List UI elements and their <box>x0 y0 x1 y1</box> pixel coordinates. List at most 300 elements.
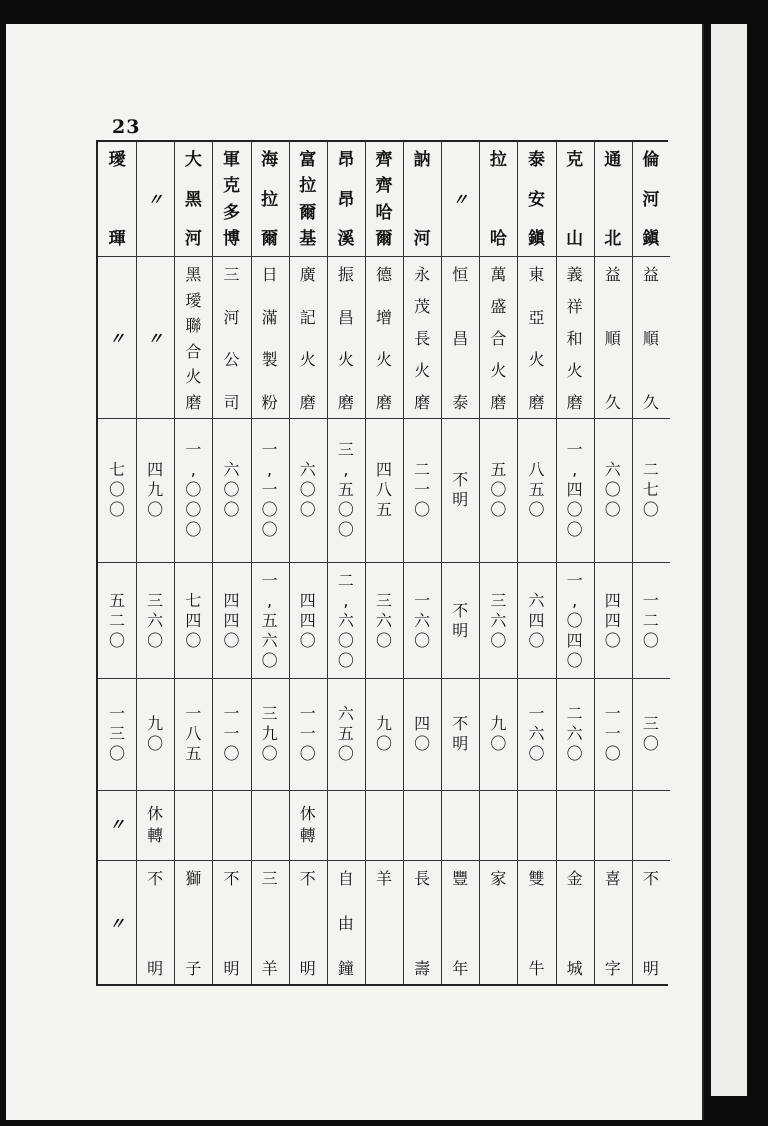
cell-char: 久 <box>604 393 621 412</box>
cell-char: 〇 <box>299 744 316 763</box>
page-number: 23 <box>112 116 141 138</box>
cell-char: 盛 <box>490 297 507 316</box>
cell-char: 一 <box>642 591 659 610</box>
cell-char: 益 <box>642 265 659 284</box>
cell-char: 振 <box>337 265 354 284</box>
cell-char: 河 <box>642 189 660 210</box>
cell-char: 〇 <box>414 734 431 753</box>
cell-char: 七 <box>642 480 659 499</box>
cell-char: 一 <box>109 704 126 723</box>
table-cell-c <box>480 428 516 552</box>
table-cell-d <box>252 570 288 672</box>
cell-char: 轉 <box>147 826 164 845</box>
cell-char: 一 <box>299 704 316 723</box>
table-cell-e <box>404 686 440 782</box>
table-cell-g <box>137 868 173 980</box>
table-cell-f <box>137 796 173 854</box>
cell-char: 年 <box>452 959 469 978</box>
cell-char: 克 <box>222 176 240 197</box>
cell-char: 萬 <box>490 265 507 284</box>
cell-char: 〇 <box>299 480 316 499</box>
table-cell-b <box>175 264 211 414</box>
table-cell-d <box>557 570 593 672</box>
table-cell-b <box>595 264 631 414</box>
cell-char: 七 <box>109 460 126 479</box>
table-cell-e <box>595 686 631 782</box>
table-cell-b <box>99 264 135 414</box>
cell-char: 德 <box>375 265 392 284</box>
cell-char: 六 <box>147 611 164 630</box>
cell-char: 不 <box>452 470 469 489</box>
table-cell-d <box>290 570 326 672</box>
table-cell-d <box>213 570 249 672</box>
cell-char: 〇 <box>490 500 507 519</box>
cell-char: 休 <box>147 804 164 823</box>
table-cell-g <box>175 868 211 980</box>
cell-char: 和 <box>566 329 583 348</box>
cell-char: 順 <box>604 329 621 348</box>
table-cell-e <box>137 686 173 782</box>
cell-char: 鐘 <box>337 959 354 978</box>
cell-char: 六 <box>528 591 545 610</box>
table-cell-g <box>290 868 326 980</box>
cell-char: , <box>190 460 196 479</box>
cell-char: 五 <box>109 591 126 610</box>
cell-char: 二 <box>642 460 659 479</box>
cell-char: 牛 <box>528 959 545 978</box>
table-cell-e <box>99 686 135 782</box>
cell-char: 訥 <box>413 150 431 170</box>
cell-char: 壽 <box>414 959 431 978</box>
table-cell-g <box>518 868 554 980</box>
table-cell-d <box>442 570 478 672</box>
cell-char: 一 <box>185 704 202 723</box>
cell-char: 二 <box>642 611 659 630</box>
table-cell-f <box>99 796 135 854</box>
cell-char: 明 <box>223 959 240 978</box>
cell-char: 〇 <box>528 500 545 519</box>
cell-char: 克 <box>566 150 584 170</box>
table-cell-e <box>252 686 288 782</box>
cell-char: 一 <box>566 571 583 590</box>
table-cell-d <box>175 570 211 672</box>
cell-char: 茂 <box>414 297 431 316</box>
table-cell-a <box>328 148 364 252</box>
cell-char: 磨 <box>528 392 545 412</box>
cell-char: 五 <box>375 500 392 519</box>
cell-char: 通 <box>604 150 622 170</box>
table-cell-c <box>137 428 173 552</box>
table-cell-a <box>480 148 516 252</box>
cell-char: 〇 <box>528 744 545 763</box>
cell-char: 泰 <box>452 393 469 412</box>
cell-char: 轉 <box>299 826 316 845</box>
table-cell-g <box>480 868 516 980</box>
cell-char: 〇 <box>528 631 545 650</box>
cell-char: 拉 <box>489 150 507 170</box>
table-cell-e <box>518 686 554 782</box>
cell-char: 山 <box>566 229 584 249</box>
cell-char: 祥 <box>566 297 583 316</box>
table-cell-g <box>595 868 631 980</box>
cell-char: 昂 <box>337 150 355 170</box>
cell-char: 製 <box>261 350 278 370</box>
table-cell-c <box>328 428 364 552</box>
cell-char: 六 <box>604 460 621 479</box>
cell-char: 久 <box>642 393 659 412</box>
cell-char: 一 <box>528 704 545 723</box>
cell-char: 永 <box>414 265 431 284</box>
cell-char: 六 <box>414 611 431 630</box>
cell-char: 明 <box>642 959 659 978</box>
cell-char: 一 <box>223 704 240 723</box>
cell-char: 火 <box>528 350 545 370</box>
table-cell-f <box>290 796 326 854</box>
cell-char: 大 <box>184 150 202 170</box>
cell-char: 〇 <box>223 500 240 519</box>
cell-char: 四 <box>299 591 316 610</box>
table-cell-c <box>633 428 669 552</box>
cell-char: 〇 <box>337 631 354 650</box>
cell-char: 三 <box>490 591 507 610</box>
cell-char: 八 <box>528 460 545 479</box>
cell-char: 哈 <box>489 229 507 249</box>
cell-char: 四 <box>604 591 621 610</box>
cell-char: 黑 <box>184 189 202 210</box>
cell-char: 三 <box>147 591 164 610</box>
cell-char: 安 <box>528 189 546 210</box>
cell-char: 〇 <box>261 500 278 519</box>
cell-char: 磨 <box>337 392 354 412</box>
cell-char: 八 <box>375 480 392 499</box>
cell-char: 爾 <box>375 228 393 249</box>
cell-char: 一 <box>261 440 278 459</box>
table-cell-d <box>328 570 364 672</box>
cell-char: 火 <box>185 367 202 387</box>
cell-char: 六 <box>261 631 278 650</box>
cell-char: 〇 <box>642 500 659 519</box>
cell-char: 四 <box>147 460 164 479</box>
cell-char: 磨 <box>375 392 392 412</box>
cell-char: 爾 <box>261 229 279 249</box>
table-cell-c <box>99 428 135 552</box>
cell-char: 〃 <box>109 914 126 933</box>
cell-char: , <box>343 460 349 479</box>
table-cell-a <box>633 148 669 252</box>
cell-char: 亞 <box>528 307 545 327</box>
cell-char: 合 <box>185 341 202 361</box>
cell-char: 〇 <box>490 734 507 753</box>
cell-char: 明 <box>299 959 316 978</box>
cell-char: 一 <box>261 480 278 499</box>
cell-char: , <box>267 591 273 610</box>
cell-char: 一 <box>299 724 316 743</box>
cell-char: 聯 <box>185 316 202 336</box>
cell-char: 河 <box>184 229 202 249</box>
cell-char: 〇 <box>299 500 316 519</box>
cell-char: 四 <box>566 631 583 650</box>
cell-char: 〇 <box>604 744 621 763</box>
cell-char: 〇 <box>337 651 354 670</box>
cell-char: 不 <box>223 869 240 888</box>
cell-char: 〇 <box>375 734 392 753</box>
cell-char: 齊 <box>375 176 393 197</box>
table-cell-e <box>480 686 516 782</box>
cell-char: , <box>267 460 273 479</box>
cell-char: 三 <box>261 869 278 888</box>
cell-char: 璦 <box>108 150 126 170</box>
cell-char: 昂 <box>337 189 355 210</box>
cell-char: 四 <box>223 591 240 610</box>
cell-char: 七 <box>185 591 202 610</box>
cell-char: 子 <box>185 959 202 978</box>
cell-char: 不 <box>452 714 469 733</box>
cell-char: 磨 <box>299 392 316 412</box>
cell-char: 九 <box>375 714 392 733</box>
cell-char: 海 <box>261 150 279 170</box>
cell-char: 齊 <box>375 150 393 170</box>
cell-char: 〃 <box>109 815 126 834</box>
table-cell-e <box>175 686 211 782</box>
cell-char: 增 <box>375 307 392 327</box>
cell-char: , <box>572 460 578 479</box>
cell-char: 六 <box>490 611 507 630</box>
table-cell-g <box>404 868 440 980</box>
cell-char: 一 <box>414 591 431 610</box>
cell-char: 琿 <box>108 229 126 249</box>
cell-char: 軍 <box>222 150 240 170</box>
cell-char: 滿 <box>261 307 278 327</box>
cell-char: 〇 <box>223 480 240 499</box>
cell-char: 昌 <box>452 329 469 348</box>
table-cell-d <box>480 570 516 672</box>
cell-char: 璦 <box>185 290 202 310</box>
table-cell-b <box>328 264 364 414</box>
table-cell-c <box>175 428 211 552</box>
cell-char: 由 <box>337 914 354 933</box>
cell-char: 二 <box>109 611 126 630</box>
cell-char: 廣 <box>299 265 316 284</box>
table-cell-g <box>557 868 593 980</box>
cell-char: 〇 <box>414 631 431 650</box>
cell-char: 五 <box>185 744 202 763</box>
cell-char: 〇 <box>566 500 583 519</box>
cell-char: 長 <box>414 869 431 888</box>
cell-char: 八 <box>185 724 202 743</box>
cell-char: 三 <box>261 704 278 723</box>
table-cell-c <box>518 428 554 552</box>
cell-char: 〇 <box>375 631 392 650</box>
cell-char: 不 <box>147 869 164 888</box>
cell-char: 火 <box>414 361 431 380</box>
cell-char: 六 <box>337 704 354 723</box>
table-cell-e <box>328 686 364 782</box>
table-cell-c <box>442 428 478 552</box>
table-cell-g <box>328 868 364 980</box>
cell-char: 六 <box>566 724 583 743</box>
cell-char: 黑 <box>185 265 202 284</box>
cell-char: 〇 <box>566 611 583 630</box>
table-cell-e <box>366 686 402 782</box>
cell-char: 長 <box>414 329 431 348</box>
table-cell-b <box>480 264 516 414</box>
table-cell-a <box>99 148 135 252</box>
cell-char: 一 <box>566 440 583 459</box>
mill-table <box>96 140 668 986</box>
cell-char: 〇 <box>604 480 621 499</box>
cell-char: 一 <box>414 480 431 499</box>
table-cell-g <box>252 868 288 980</box>
cell-char: 鎭 <box>642 229 660 249</box>
table-cell-g <box>99 868 135 980</box>
cell-char: 休 <box>299 804 316 823</box>
cell-char: 九 <box>147 714 164 733</box>
cell-char: 六 <box>299 460 316 479</box>
cell-char: 不 <box>299 869 316 888</box>
cell-char: 公 <box>223 350 240 370</box>
table-cell-b <box>252 264 288 414</box>
table-cell-b <box>213 264 249 414</box>
cell-char: 〇 <box>185 500 202 519</box>
table-cell-g <box>213 868 249 980</box>
cell-char: 合 <box>490 329 507 348</box>
cell-char: 磨 <box>414 393 431 412</box>
cell-char: 〇 <box>299 631 316 650</box>
cell-char: 五 <box>528 480 545 499</box>
cell-char: 〇 <box>261 520 278 539</box>
cell-char: 不 <box>452 601 469 620</box>
cell-char: 一 <box>261 571 278 590</box>
cell-char: 〇 <box>185 631 202 650</box>
cell-char: 〇 <box>147 500 164 519</box>
cell-char: 〇 <box>185 520 202 539</box>
table-cell-a <box>366 148 402 252</box>
table-cell-a <box>137 148 173 252</box>
table-cell-b <box>137 264 173 414</box>
table-cell-a <box>442 148 478 252</box>
cell-char: 恒 <box>452 265 469 284</box>
cell-char: 火 <box>566 361 583 380</box>
cell-char: 〇 <box>147 734 164 753</box>
cell-char: 四 <box>375 460 392 479</box>
cell-char: 益 <box>604 265 621 284</box>
table-cell-d <box>595 570 631 672</box>
cell-char: 明 <box>147 959 164 978</box>
table-cell-e <box>557 686 593 782</box>
table-cell-c <box>557 428 593 552</box>
cell-char: 溪 <box>337 229 355 249</box>
table-cell-c <box>366 428 402 552</box>
cell-char: 三 <box>223 265 240 284</box>
table-cell-a <box>595 148 631 252</box>
cell-char: 〇 <box>337 744 354 763</box>
cell-char: 城 <box>566 959 583 978</box>
cell-char: 〇 <box>109 500 126 519</box>
cell-char: 自 <box>337 869 354 888</box>
cell-char: 基 <box>299 228 317 249</box>
cell-char: 字 <box>604 959 621 978</box>
cell-char: 不 <box>642 869 659 888</box>
cell-char: 〇 <box>642 631 659 650</box>
cell-char: 順 <box>642 329 659 348</box>
cell-char: 〇 <box>566 520 583 539</box>
cell-char: 五 <box>490 460 507 479</box>
cell-char: 九 <box>490 714 507 733</box>
cell-char: 明 <box>452 621 469 640</box>
cell-char: 富 <box>299 150 317 170</box>
table-cell-e <box>290 686 326 782</box>
table-cell-d <box>404 570 440 672</box>
cell-char: 司 <box>223 392 240 412</box>
cell-char: 日 <box>261 265 278 284</box>
cell-char: 〃 <box>452 190 469 209</box>
table-cell-d <box>518 570 554 672</box>
cell-char: 〇 <box>490 631 507 650</box>
cell-char: 〃 <box>147 190 164 209</box>
cell-char: 四 <box>566 480 583 499</box>
table-cell-c <box>404 428 440 552</box>
cell-char: 哈 <box>375 202 393 223</box>
cell-char: 河 <box>413 229 431 249</box>
table-cell-c <box>290 428 326 552</box>
cell-char: 義 <box>566 265 583 284</box>
cell-char: 羊 <box>375 869 392 888</box>
cell-char: 〇 <box>337 500 354 519</box>
table-cell-e <box>213 686 249 782</box>
cell-char: 〇 <box>566 651 583 670</box>
cell-char: 九 <box>261 724 278 743</box>
cell-char: 一 <box>604 704 621 723</box>
cell-char: 〇 <box>414 500 431 519</box>
cell-char: 五 <box>337 724 354 743</box>
table-cell-b <box>404 264 440 414</box>
cell-char: 四 <box>604 611 621 630</box>
table-cell-e <box>442 686 478 782</box>
cell-char: 火 <box>337 350 354 370</box>
cell-char: 泰 <box>528 150 546 170</box>
cell-char: 〇 <box>604 631 621 650</box>
cell-char: 〇 <box>642 734 659 753</box>
cell-char: 三 <box>375 591 392 610</box>
cell-char: 四 <box>414 714 431 733</box>
cell-char: 五 <box>261 611 278 630</box>
cell-char: 火 <box>375 350 392 370</box>
table-cell-c <box>213 428 249 552</box>
cell-char: 六 <box>223 460 240 479</box>
cell-char: 家 <box>490 869 507 888</box>
cell-char: 拉 <box>261 189 279 210</box>
next-page-edge <box>708 24 747 1096</box>
cell-char: 〇 <box>185 480 202 499</box>
table-cell-b <box>518 264 554 414</box>
cell-char: 〇 <box>223 631 240 650</box>
cell-char: 四 <box>185 611 202 630</box>
cell-char: 〇 <box>337 520 354 539</box>
cell-char: 雙 <box>528 869 545 888</box>
cell-char: 三 <box>109 724 126 743</box>
cell-char: 一 <box>223 724 240 743</box>
cell-char: 九 <box>147 480 164 499</box>
table-cell-d <box>137 570 173 672</box>
table-cell-a <box>290 148 326 252</box>
cell-char: 粉 <box>261 392 278 412</box>
table-cell-g <box>633 868 669 980</box>
cell-char: 磨 <box>490 393 507 412</box>
cell-char: 四 <box>528 611 545 630</box>
table-cell-b <box>290 264 326 414</box>
cell-char: 爾 <box>299 202 317 223</box>
cell-char: 〇 <box>490 480 507 499</box>
